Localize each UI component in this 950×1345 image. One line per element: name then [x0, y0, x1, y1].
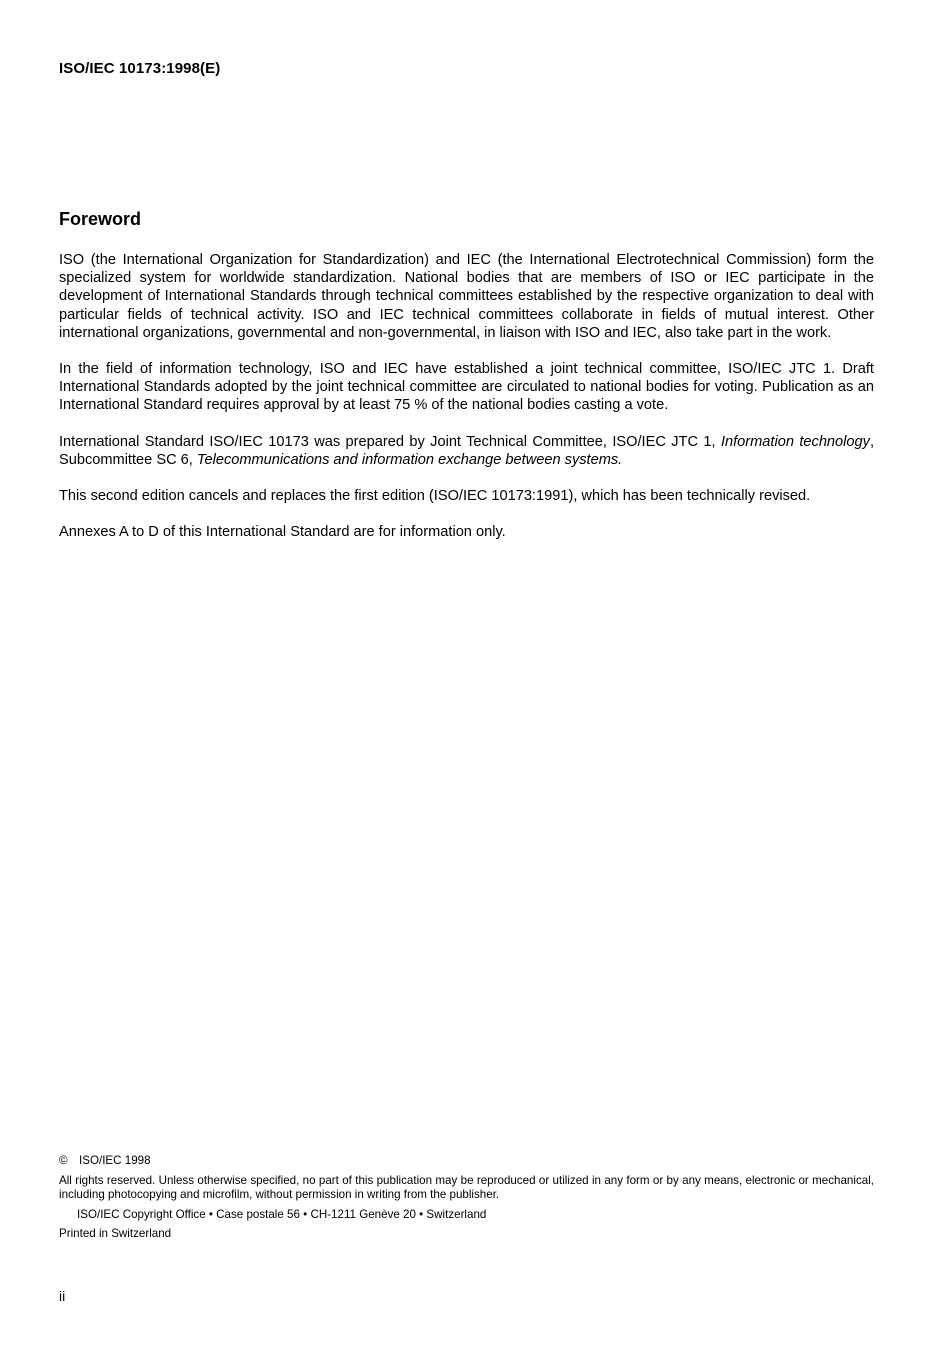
foreword-paragraph-2: In the field of information technology, ISO and IEC have established a joint technical committee, ISO/IEC JTC 1. Draft International Standards adopted by the joint technical committee are circulated to national bodies for voting. Publication as an International Standard requires approval by at least 75 % of the national bodies casting a vote. [59, 361, 874, 414]
copyright-notice: ISO/IEC 1998 [79, 1154, 151, 1167]
copyright-office-address: ISO/IEC Copyright Office • Case postale 56 • CH-1211 Genève 20 • Switzerland [77, 1207, 487, 1221]
foreword-paragraph-5: Annexes A to D of this International Standard are for information only. [59, 524, 506, 541]
p3-italic-1: Information technology [720, 433, 870, 450]
document-id-header: ISO/IEC 10173:1998(E) [59, 60, 221, 77]
foreword-paragraph-4: This second edition cancels and replaces the first edition (ISO/IEC 10173:1991), which has been technically revised. [59, 488, 811, 505]
copyright-line [59, 1154, 874, 1169]
p3-italic-2: Telecommunications and information exchange between systems. [196, 451, 623, 468]
p3-text-2: , Subcommittee SC 6, [59, 433, 874, 468]
printed-location: Printed in Switzerland [59, 1227, 172, 1240]
foreword-section [59, 208, 874, 559]
foreword-paragraph-1: ISO (the International Organization for Standardization) and IEC (the International Electrotechnical Commission) form the specialized system for worldwide standardization. National bodies that are members of ISO or IEC participate in the development of International Standards through technical committees established by the respective organization to deal with particular fields of technical activity. ISO and IEC technical committees collaborate in fields of mutual interest. Other international organizations, governmental and non-governmental, in liaison with ISO and IEC, also take part in the work. [59, 252, 874, 341]
copyright-symbol: © [59, 1154, 68, 1167]
rights-statement: All rights reserved. Unless otherwise specified, no part of this publication may be reproduced or utilized in any form or by any means, electronic or mechanical, including photocopying and microfilm, without permission in writing from the publisher. [59, 1173, 874, 1201]
copyright-block [59, 1154, 874, 1242]
foreword-paragraph-3 [59, 433, 874, 469]
page-number: ii [59, 1288, 66, 1304]
foreword-title: Foreword [59, 209, 142, 229]
p3-text-1: International Standard ISO/IEC 10173 was prepared by Joint Technical Committee, ISO/IEC JTC 1, [59, 433, 721, 450]
